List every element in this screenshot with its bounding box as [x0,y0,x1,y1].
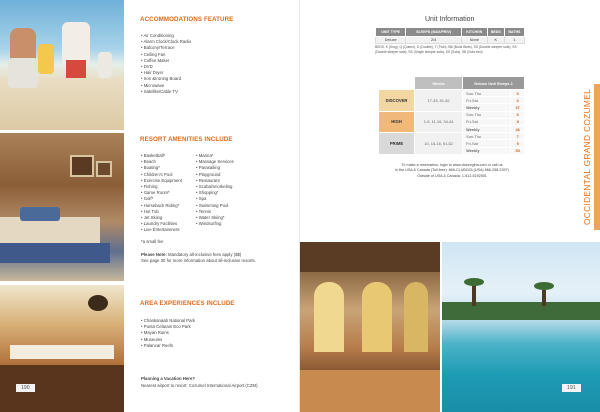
list-item: • Chankanaab National Park [141,318,195,324]
hotel-room-photo [0,133,124,281]
list-item: • Ceiling Fan [141,52,191,58]
points-value: 6 [511,111,525,118]
list-item: • Swimming Pool [196,203,234,209]
list-item: • Playground [196,172,234,178]
experiences-heading: AREA EXPERIENCES INCLUDE [140,300,235,307]
list-item: • Massage Services [196,159,234,165]
list-item: • Balcony/Terrace [141,45,191,51]
unit-info-table [375,27,525,44]
list-item: • Spa [196,196,234,202]
season-weeks: 10, 15-16, 51-52 [415,133,463,155]
list-item: • Restaurant [196,178,234,184]
column-header: KITCHEN [461,28,487,37]
list-item: • Marina* [196,153,234,159]
table-row [376,37,525,44]
list-item: • Coffee Maker [141,58,191,64]
points-value: 9 [511,140,525,147]
column-header: SLEEPS (MAX/PRIV) [406,28,461,37]
list-item: • Fishing [141,184,182,190]
experiences-list [141,318,195,349]
list-item: • Shopping* [196,190,234,196]
list-item: • Parasailing [196,165,234,171]
day-label: Sun-Thu [463,111,511,118]
list-item: • DVD [141,64,191,70]
points-value: 37 [511,104,525,111]
please-note-label: Please Note: [141,252,167,257]
list-item: • Palancar Reefs [141,343,195,349]
list-item: • Jet Skiing [141,215,182,221]
right-page [300,0,600,412]
table-cell: 2/4 [406,37,461,44]
list-item: • Game Room* [141,190,182,196]
list-item: • Live Entertainment [141,227,182,233]
column-header: BEDS [487,28,504,37]
family-beach-photo [0,0,124,130]
points-value: 7 [511,133,525,140]
list-item: • Boating* [141,165,182,171]
list-item: • Laundry Facilities [141,221,182,227]
amenities-list-col1 [141,153,182,234]
list-item: • Museums [141,337,195,343]
list-item: • Iron &Ironing Board [141,76,191,82]
day-label: Fri-Sat [463,140,511,147]
reservation-line: in the USA & Canada (Toll-free): 866-CLUBGOL(USA) 866-258-2397) [395,168,509,173]
day-label: Weekly [463,125,511,132]
list-item: • Exercise Equipment [141,178,182,184]
day-label: Sun-Thu [463,90,511,97]
list-item: • Golf* [141,196,182,202]
day-label: Sun-Thu [463,133,511,140]
resort-side-title: OCCIDENTAL GRAND COZUMEL [582,88,592,226]
reservation-line: To make a reservation, login to www.clubregina.com or call us [401,163,503,167]
see-page-note: See page 30 for more information about all-inclusive resorts. [141,258,256,263]
list-item: • Air Conditioning [141,33,191,39]
list-item: • Punta Celarain Eco Park [141,324,195,330]
fee-note: *a small fee [141,239,164,244]
table-cell: Deluxe [376,37,406,44]
lobby-photo [300,242,440,412]
column-header: BATHS [504,28,524,37]
day-label: Fri-Sat [463,97,511,104]
accommodations-list [141,33,191,95]
accommodations-heading: ACCOMMODATIONS FEATURE [140,16,234,23]
table-row [379,111,525,118]
season-category: DISCOVER [379,90,415,112]
table-cell: None [461,37,487,44]
beds-key: BEDS: K (King), Q (Queen), D (Double), T (Twin), BB (Bunk Beds), SS (Double sleeper sofa), SS (Double sleeper sofa), SS (Single sleeper sofa), SS (Sofa), SB (Sofa bed) [375,45,517,54]
table-cell: K [487,37,504,44]
restaurant-photo [0,285,124,412]
points-value: 6 [511,90,525,97]
list-item: • Beach [141,159,182,165]
day-label: Fri-Sat [463,118,511,125]
list-item: • Scuba/Snorkeling [196,184,234,190]
list-item: • Alarm Clock/Clock Radio [141,39,191,45]
amenities-list-col2 [196,153,234,227]
points-value: 6 [511,97,525,104]
list-item: • Tennis [196,209,234,215]
points-value: 8 [511,118,525,125]
table-row [379,90,525,97]
list-item: • Basketball* [141,153,182,159]
table-header-row [379,77,525,90]
list-item: • Hot Tub [141,209,182,215]
day-label: Weekly [463,104,511,111]
list-item: • Windsurfing [196,221,234,227]
side-accent-bar [594,84,600,230]
list-item: • Hair Dryer [141,70,191,76]
season-weeks: 17-33, 51-52 [415,90,463,112]
points-value: 53 [511,147,525,154]
amenities-heading: RESORT AMENITIES INCLUDE [140,136,233,143]
list-item: • Horseback Riding* [141,203,182,209]
season-category: PRIME [379,133,415,155]
list-item: • Mayan Ruins [141,330,195,336]
points-value: 46 [511,125,525,132]
table-row [379,133,525,140]
column-header: UNIT TYPE [376,28,406,37]
blank-header [379,77,415,90]
list-item: • Microwave [141,83,191,89]
season-weeks: 1-9, 11-16, 34-44 [415,111,463,133]
reservation-line: Outside of USA & Canada: 1-512-5192501 [417,173,487,178]
page-number-left: 190 [16,384,35,392]
column-header: Deluxe Unit Sleeps 2 [463,77,525,90]
season-category: HIGH [379,111,415,133]
reservation-info [377,163,527,179]
please-note-text: Mandatory all-inclusive fees apply ($$) [168,252,242,257]
list-item: • Children's Pool [141,172,182,178]
list-item: • Satellite/Cable TV [141,89,191,95]
list-item: • Water Skiing* [196,215,234,221]
rates-table [378,76,525,155]
column-header: Weeks [415,77,463,90]
table-header-row [376,28,525,37]
page-number-right: 191 [562,384,581,392]
planning-text: Nearest airport to resort: Cozumel International Airport (CZM) [141,383,258,388]
table-cell: 1 [504,37,524,44]
planning-label: Planning a Vacation Here? [141,376,195,381]
unit-info-title: Unit Information [425,16,475,23]
day-label: Weekly [463,147,511,154]
